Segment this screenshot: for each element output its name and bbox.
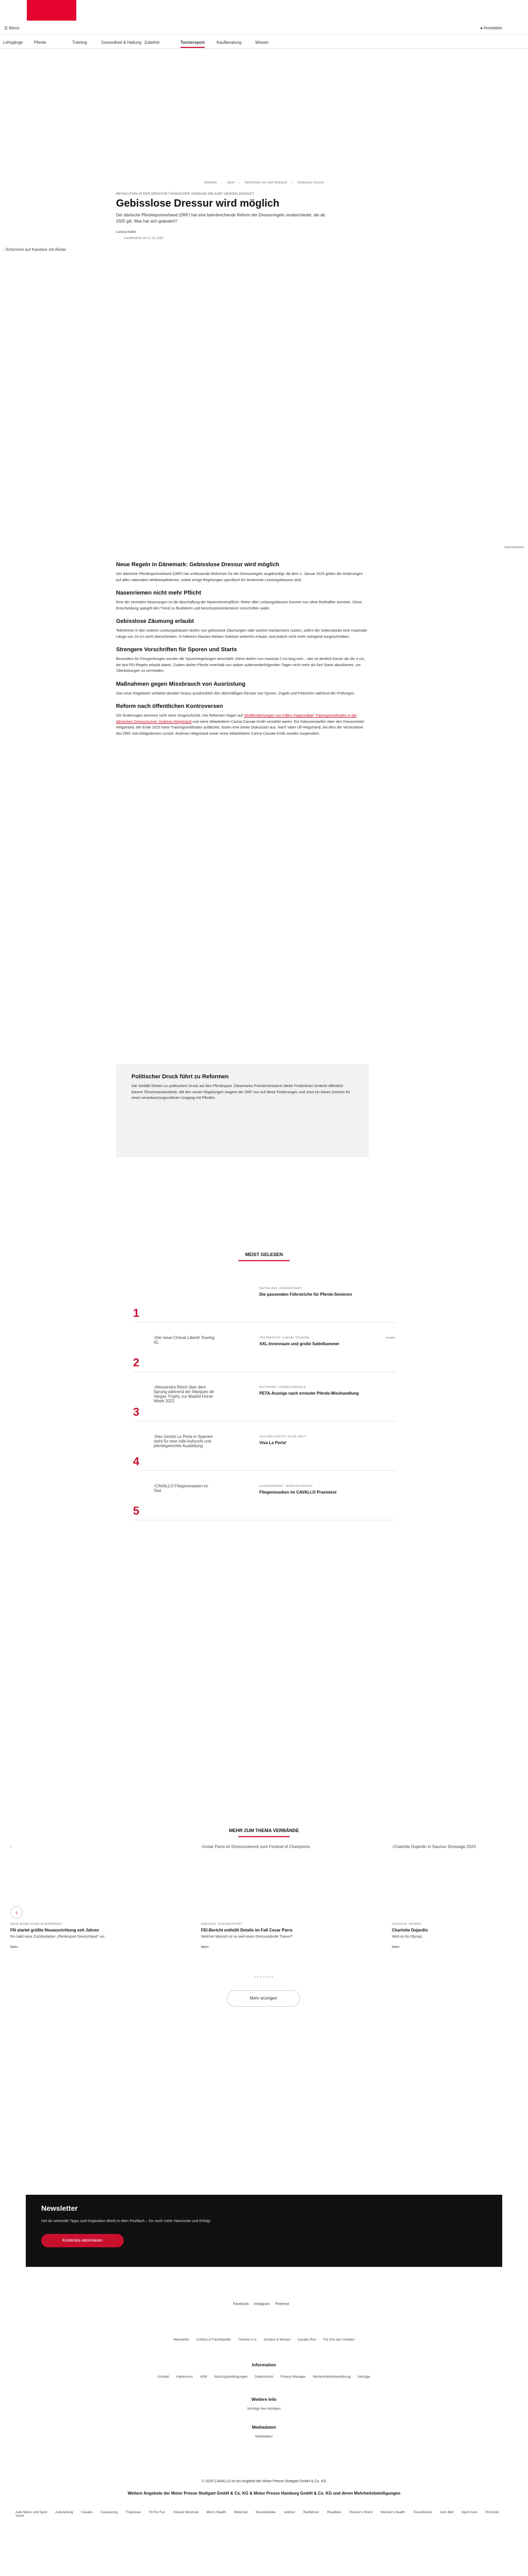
footer-link[interactable]: Cavallo Plus (298, 2338, 317, 2342)
footer-link[interactable]: Privacy Manager (280, 2375, 306, 2379)
footer-link[interactable]: Sortiere & Wissen (263, 2338, 291, 2342)
footer-link[interactable]: Themen A-Z (238, 2338, 257, 2342)
thumbnail (154, 1286, 216, 1319)
publication-link[interactable]: Motorrad (234, 2511, 248, 2514)
rank-number: 3 (133, 1405, 140, 1418)
hamburger-icon: ☰ (4, 26, 8, 30)
broken-image-icon: ▫ (392, 1844, 393, 1849)
publication-link[interactable]: Women's Health (380, 2511, 405, 2514)
article-body (116, 562, 369, 743)
thumbnail: ▫Der neue Cheval Liberté Touring XL (154, 1335, 214, 1345)
most-read-item[interactable] (133, 1283, 396, 1323)
article-section (116, 618, 369, 639)
publication-link[interactable]: Auto Motor und Sport (15, 2511, 47, 2514)
footer-link[interactable]: Datenschutz (255, 2375, 274, 2379)
article-title: Gebisslose Dressur wird möglich (116, 198, 279, 209)
item-title[interactable]: Die passenden Führstriche für Pferde-Senioren (259, 1292, 352, 1297)
item-title[interactable]: Viva La Perla! (259, 1440, 287, 1445)
card-description: Wird es für Olympi... (392, 1935, 425, 1939)
article-section (116, 647, 369, 674)
menu-button[interactable] (4, 26, 19, 30)
card-category: NEUE AUSBILDUNG IN NÜRNBERG (10, 1923, 62, 1926)
related-card[interactable] (10, 1844, 145, 1953)
carousel-dots[interactable]: ●●●●●●● (254, 1976, 274, 1979)
section-text: Das neue Regelwerk verbietet darüber hinaus ausdrücklich den übermäßigen Einsatz von Sporen, Zügeln und Peitschen während der Prüfungen. (116, 690, 355, 696)
card-more-link[interactable]: Mehr (10, 1945, 18, 1949)
card-more-link[interactable]: Mehr (201, 1945, 209, 1949)
info-box-text: Die Vorfälle führten zu politischem Druck auf den Pferdesport. Dänemarks Premierministerin Mette Frederiksen forderte öffentlich klarere Tierschutzstandards. Mit den neuen Regelungen reagiert der DRF nun auf diese Forderungen und setzt ein klares Zeichen für einen verantwortungsvolleren Umgang mit Pferden. (131, 1083, 351, 1100)
related-card[interactable] (392, 1844, 528, 1953)
footer-link[interactable]: Verträge hier kündigen (247, 2407, 281, 2411)
footer-link[interactable]: CAVALLO Fachhändler (196, 2338, 231, 2342)
article-section (116, 590, 369, 611)
rank-number: 2 (133, 1356, 140, 1369)
footer-link[interactable]: AGB (200, 2375, 207, 2379)
publication-link[interactable]: Radfahren (303, 2511, 319, 2514)
newsletter-banner (26, 2195, 502, 2267)
footer-links-info (0, 2375, 528, 2379)
menu-label: Menü (9, 26, 20, 30)
login-label: Anmelden (483, 26, 502, 30)
card-title[interactable]: Charlotte Dujardin (392, 1928, 428, 1933)
item-title[interactable]: Fliegenmasken im CAVALLO Praxistest (259, 1490, 337, 1495)
login-button[interactable] (480, 26, 502, 30)
article-section (116, 562, 369, 583)
section-text: Die Änderungen kommen nicht ohne Vorgeschichte. Die Reformen folgen auf Veröffentlichungen von Fällen fragwürdiger Trainingsmethoden in der dänischen Dressurszene: Andreas Helgstrand und seine Mitarbeiterin Carina Cassøe Krüth verstärkt waren. Ein Dokumentarfilm über den Dressurreiter Helgstrand, der Ende 2023 harte Trainingsmethoden aufdeckte, lösten eine breite Diskussion aus. Nach Vater Ulf Helgstrand, bei dem der Verstorbene des DRF, trat infolgedessen zurück. Andreas Helgstrand sowie seine Mitarbeiterin Carina Cassøe Krüth wurden suspendiert. (116, 713, 365, 736)
footer-link[interactable]: Impressum (176, 2375, 193, 2379)
section-divider (238, 1260, 290, 1261)
publication-link[interactable]: Fit For Fun (148, 2511, 166, 2514)
breadcrumb-item[interactable]: Sport (227, 181, 235, 184)
footer-heading-weitere: Weitere Info (251, 2397, 277, 2402)
instagram-icon[interactable]: Instagram (254, 2302, 270, 2306)
advertisement-label: Advertisement (504, 546, 524, 549)
card-more-link[interactable]: Mehr (392, 1945, 400, 1949)
nav-item[interactable]: Gesundheit & Haltung (101, 40, 142, 45)
hero-image (0, 246, 528, 535)
article-kicker: REVOLUTION IN DER DRESSUR? DÄNISCHER VERBAND ERLAUBT GEBISSLOSIGKEIT (116, 193, 255, 196)
section-heading: Maßnahmen gegen Missbrauch von Ausrüstung (116, 681, 245, 687)
publication-link[interactable]: Cavallo (81, 2511, 93, 2514)
card-description: Welcher Mensch ist so weit einen Dressurpferde Trainer? (201, 1935, 293, 1939)
thumbnail: ▫Alessandra Reich über dem Sprung während der Marques de Vargas Trophy zur Madrid Horse Week 2022 (154, 1385, 214, 1403)
section-heading: Neue Regeln in Dänemark: Gebisslose Dressur wird möglich (116, 562, 279, 568)
pinterest-icon[interactable]: Pinterest (275, 2302, 289, 2306)
publication-link[interactable]: Sport Auto (461, 2511, 477, 2514)
section-text: Teilnehmer in den unteren Leistungsklassen dürfen nun gebisslose Zäumungen oder weiche Hackamores nutzen, sofern die Seitenstücke eine maximale Länge von 16 cm nicht überschreiten. In höheren Klassen bleiben Gebisse weiterhin erlaubt, sind jedoch nicht mehr zwingend vorgeschrieben. (116, 628, 367, 639)
nav-item-active[interactable]: Turniersport (180, 40, 205, 48)
most-read-item[interactable] (133, 1431, 396, 1471)
publication-link[interactable]: Promobil (485, 2511, 499, 2514)
publisher-note: Weitere Angebote der Motor Presse Stuttgart GmbH & Co. KG & Motor Presse Hamburg GmbH & Co. KG und deren Mehrheitsbeteiligungen (127, 2491, 401, 2496)
rank-number: 5 (133, 1504, 140, 1517)
item-category: TESTBERICHT: CHEVAL TOURING (259, 1336, 309, 1340)
article-section (116, 681, 369, 697)
item-category: AUS DEM GESTÜT IN DIE WELT (259, 1435, 306, 1438)
inline-article-link[interactable]: Veröffentlichungen von Fällen fragwürdiger Trainingsmethoden in der dänischen Dressurszene: Andreas Helgstrand (116, 713, 357, 724)
broken-image-icon: ▫ (154, 1484, 155, 1488)
footer-link[interactable]: Newsletter (173, 2338, 190, 2342)
card-image: ▫Charlotte Dujardin in Saumur Dressage 2023 (392, 1844, 476, 1849)
footer-links-top (0, 2338, 528, 2342)
plus-badge: cavallo+ (385, 1336, 396, 1340)
rank-number: 1 (133, 1307, 140, 1319)
article-section (116, 703, 369, 736)
publication-link[interactable]: Roadbike (327, 2511, 341, 2514)
nav-item[interactable]: Zubehör (144, 40, 160, 45)
publication-link[interactable]: Auto Bild (440, 2511, 454, 2514)
nav-item[interactable]: Pferde (34, 40, 46, 45)
info-box (116, 1064, 369, 1157)
thumbnail: ▫CAVALLO Fliegenmasken im Test (154, 1484, 208, 1493)
hero-image-alt: ▫ Schimmel auf Kandare mit Reiter (3, 247, 67, 252)
related-section-title: MEHR ZUM THEMA VERBÄNDE (229, 1828, 299, 1833)
breadcrumb-item[interactable]: Nachrichten aus dem Reitsport (244, 181, 287, 184)
publication-link[interactable]: Klassik Motorrad (173, 2511, 199, 2514)
site-logo[interactable] (27, 0, 76, 21)
most-read-title: MEIST GELESEN (245, 1252, 283, 1257)
publication-link[interactable]: Mountainbike (255, 2511, 276, 2514)
publication-links (15, 2511, 521, 2518)
broken-image-icon: ▫ (201, 1844, 203, 1849)
section-divider (238, 1836, 290, 1837)
item-category: FLIEGENMASKE: VERGLEICHSTEST (259, 1485, 313, 1488)
breadcrumb-item[interactable]: Startseite (204, 181, 217, 184)
carousel-prev-button[interactable] (10, 1906, 23, 1919)
publication-link[interactable]: Autozeitung (55, 2511, 73, 2514)
footer-link[interactable]: Nutzungsbedingungen (214, 2375, 248, 2379)
rank-number: 4 (133, 1455, 140, 1468)
item-title[interactable]: PETA-Anzeige nach erneuter Pferde-Misshandlung (259, 1391, 359, 1396)
nav-item[interactable]: Lehrgänge (3, 40, 23, 45)
most-read-item[interactable] (133, 1481, 396, 1520)
publication-link[interactable]: outdoor (284, 2511, 295, 2514)
site-header (0, 0, 528, 35)
publication-link[interactable]: Yacht (15, 2514, 24, 2518)
most-read-item[interactable] (133, 1382, 396, 1421)
nav-item[interactable]: Training (72, 40, 87, 45)
chevron-left-icon: ‹ (15, 1909, 18, 1916)
article-lead: Der dänische Pferdesportverband (DRF) hat eine bahnbrechende Reform der Dressurregeln verabschiedet, die ab 2025 gilt. Was hat sich geändert? (116, 213, 325, 224)
publication-link[interactable]: Caravaning (100, 2511, 118, 2514)
broken-image-icon: ▫ (154, 1434, 155, 1439)
publication-link[interactable]: Flugrevue (125, 2511, 141, 2514)
info-box-heading: Politischer Druck führt zu Reformen (131, 1074, 229, 1080)
section-text: Eine der zentralen Neuerungen ist die Abschaffung der Nasenriemenpflicht. Reiter aller Leistungsklassen können nun ohne Reithalfter antreten. Diese Entscheidung spiegelt den Trend zu flexibleren und tierschutzorientierteren Vorschriften wider. (116, 600, 362, 611)
footer-links-mediadaten (0, 2435, 528, 2438)
thumbnail: ▫Das Gestüt La Perla in Spanien steht für eine tolle Aufzucht und pferdegerechte Ausbildung. (154, 1434, 213, 1448)
section-heading: Nasenriemen nicht mehr Pflicht (116, 590, 202, 596)
footer-heading-mediadaten: Mediadaten (252, 2425, 276, 2430)
author-name[interactable]: Lorena Keller (116, 230, 136, 234)
broken-image-icon: ▫ (10, 1844, 12, 1849)
publication-link[interactable]: Men's Health (206, 2511, 226, 2514)
broken-image-icon: ▫ (154, 1335, 155, 1340)
user-icon: ● (480, 26, 483, 30)
section-heading: Gebisslose Zäumung erlaubt (116, 618, 194, 624)
section-heading: Reform nach öffentlichen Kontroversen (116, 703, 223, 709)
item-category: REITER AUS LEIDENSCHAFT (259, 1287, 302, 1290)
item-title[interactable]: XXL-Innenraum und große Sattelkammer (259, 1342, 340, 1346)
newsletter-text: Hol dir wertvolle Tipps und Inspiration direkt in dein Postfach – für noch mehr Harmonie und Erfolg! (41, 2218, 211, 2223)
broken-image-icon: ▫ (154, 1385, 155, 1389)
section-text: Der dänische Pferdesportverband (DRF) hat umfassende Reformen für die Dressurregeln angekündigt. Ab dem 1. Januar 2025 gelten die Änderungen auf allen nationalen Wettkampfebenen, wobei einige Regelungen spezifisch für bestimmte Leistungsklassen sind. (116, 571, 363, 582)
card-description: Ein bald neue Zuchtinitiative „Pferdesport Deutschland“ vor (10, 1935, 105, 1939)
show-more-button[interactable]: Mehr anzeigen (227, 1990, 300, 2007)
copyright: © 2025 CAVALLO ist ein Angebot der Motor Presse Stuttgart GmbH & Co. KG (202, 2480, 326, 2483)
section-heading: Strengere Vorschriften für Sporen und Starts (116, 647, 237, 653)
footer-link[interactable]: Barrierefreiheitserklärung (312, 2375, 351, 2379)
card-category: DRESSUR: SPERRE (392, 1923, 422, 1926)
card-title[interactable]: FEI-Bericht enthüllt Details im Fall Cesar Parra (201, 1928, 292, 1933)
facebook-icon[interactable]: Facebook (233, 2302, 249, 2306)
related-card[interactable] (201, 1844, 336, 1953)
nav-item[interactable]: Wissen (255, 40, 269, 45)
footer-link[interactable]: Verträge (357, 2375, 371, 2379)
footer-links-weitere (0, 2407, 528, 2411)
section-text: Besonders für Ponyprüfungen wurden die Sporenregelungen verschärft. Diese dürfen nun maximal 2 cm lang sein – das ist deutlich kürzer als die 4 cm, die laut FEI-Regeln erlaubt wären. Zudem dürfen Pferde innerhalb von sieben aufeinanderfolgenden Tagen nicht mehr als fünf Starts absolvieren, um Überlastungen zu vermeiden. (116, 656, 366, 673)
breadcrumb-item: Gebisslose Dressur (297, 181, 324, 184)
most-read-item[interactable] (133, 1332, 396, 1372)
footer-heading-information: Information (252, 2362, 276, 2367)
footer-link[interactable]: Kontakt (157, 2375, 169, 2379)
card-image (10, 1844, 145, 1920)
publication-link[interactable]: Tourenfahrer (413, 2511, 432, 2514)
newsletter-subscribe-button[interactable]: Kostenlos abonnieren (41, 2234, 124, 2247)
publish-date: Veröffentlicht am 21.01.2025 (124, 237, 163, 240)
broken-image-icon: ▫ (3, 247, 5, 252)
card-category: DRESSUR: DOKUMENTIERT (201, 1923, 243, 1926)
publication-link[interactable]: Runner's World (349, 2511, 373, 2514)
footer-link[interactable]: Für Ihre das Geräten (323, 2338, 355, 2342)
item-category: REITSPORT: VERBOTSREGELN (259, 1386, 306, 1389)
newsletter-title: Newsletter (41, 2204, 78, 2212)
card-title[interactable]: FN startet größte Neuausrichtung seit Jahren (10, 1928, 100, 1933)
footer-link[interactable]: Mediadaten (255, 2435, 273, 2438)
main-nav (0, 37, 528, 49)
nav-item[interactable]: Kaufberatung (217, 40, 242, 45)
breadcrumb: Startseite › Sport › Nachrichten aus dem Reitsport › Gebisslose Dressur (204, 181, 324, 184)
card-image: ▫Cesar Parra im Dressurviereck zum Festival of Champions (201, 1844, 310, 1849)
